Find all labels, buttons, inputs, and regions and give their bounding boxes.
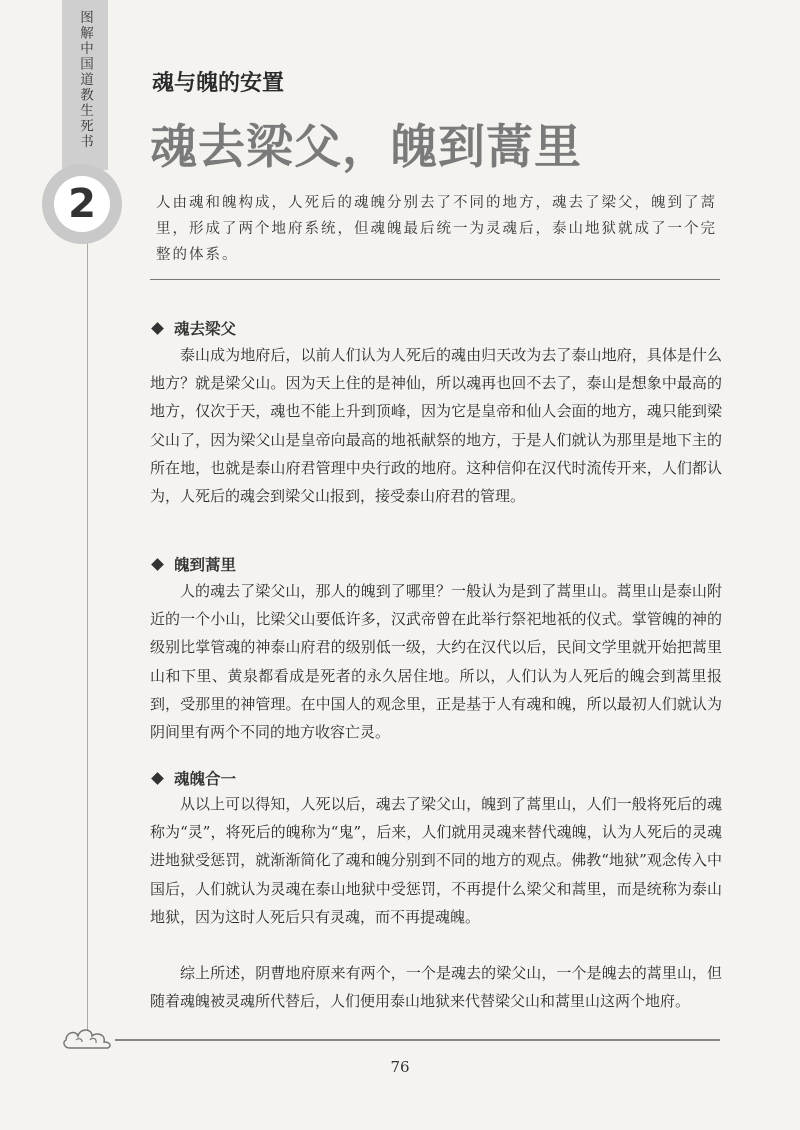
- cloud-ornament-icon: [62, 1018, 114, 1050]
- body-paragraph: 从以上可以得知，人死以后，魂去了梁父山，魄到了蒿里山，人们一般将死后的魂称为“灵”，将死后的魄称为“鬼”，后来，人们就用灵魂来替代魂魄，认为人死后的灵魂进地狱受惩罚，就渐渐简化了魂和魄分别到不同的地方的观点。佛教“地狱”观念传入中国后，人们就认为灵魂在泰山地狱中受惩罚，不再提什么梁父和蒿里，而是统称为泰山地狱，因为这时人死后只有灵魂，而不再提魂魄。: [150, 795, 722, 926]
- chapter-number: 2: [54, 176, 110, 232]
- diamond-bullet-icon: [151, 322, 164, 335]
- section-heading-text: 魄到蒿里: [174, 556, 237, 574]
- section-subtitle: 魂与魄的安置: [152, 71, 285, 96]
- section-heading-text: 魂魄合一: [174, 770, 237, 788]
- section-heading-text: 魂去梁父: [174, 320, 237, 338]
- body-paragraph: 人的魂去了梁父山，那人的魄到了哪里？一般认为是到了蒿里山。蒿里山是泰山附近的一个小山，比梁父山要低许多，汉武帝曾在此举行祭祀地祇的仪式。掌管魄的神的级别比掌管魂的神泰山府君的级别低一级，大约在汉代以后，民间文学里就开始把蒿里山和下里、黄泉都看成是死者的永久居住地。所以，人们认为人死后的魄会到蒿里报到，受那里的神管理。在中国人的观念里，正是基于人有魂和魄，所以最初人们就认为阴间里有两个不同的地方收容亡灵。: [150, 582, 722, 742]
- body-paragraph: 泰山成为地府后，以前人们认为人死后的魂由归天改为去了泰山地府，具体是什么地方？就是梁父山。因为天上住的是神仙，所以魂再也回不去了，泰山是想象中最高的地方，仅次于天，魂也不能上升到顶峰，因为它是皇帝和仙人会面的地方，魂只能到梁父山了，因为梁父山是皇帝向最高的地祇献祭的地方，于是人们就认为那里是地下主的所在地，也就是泰山府君管理中央行政的地府。这种信仰在汉代时流传开来，人们都认为，人死后的魂会到梁父山报到，接受泰山府君的管理。: [150, 346, 722, 506]
- diamond-bullet-icon: [151, 772, 164, 785]
- section-heading-1: [150, 317, 236, 339]
- footer-divider: [115, 1039, 720, 1041]
- section-heading-3: [150, 767, 236, 789]
- page-number: 76: [390, 1058, 410, 1076]
- page-title: 魂去梁父，魄到蒿里: [150, 120, 582, 175]
- body-paragraph: 综上所述，阴曹地府原来有两个，一个是魂去的梁父山，一个是魄去的蒿里山，但随着魂魄被灵魂所代替后，人们便用泰山地狱来代替梁父山和蒿里山这两个地府。: [150, 964, 722, 1011]
- diamond-bullet-icon: [151, 558, 164, 571]
- intro-divider: [150, 279, 720, 280]
- section-heading-2: [150, 553, 236, 575]
- intro-paragraph: 人由魂和魄构成，人死后的魂魄分别去了不同的地方，魂去了梁父，魄到了蒿里，形成了两个地府系统，但魂魄最后统一为灵魂后，泰山地狱就成了一个完整的体系。: [156, 195, 717, 263]
- margin-rule: [87, 240, 88, 1030]
- book-title-vertical: 图解中国道教生死书: [77, 10, 93, 150]
